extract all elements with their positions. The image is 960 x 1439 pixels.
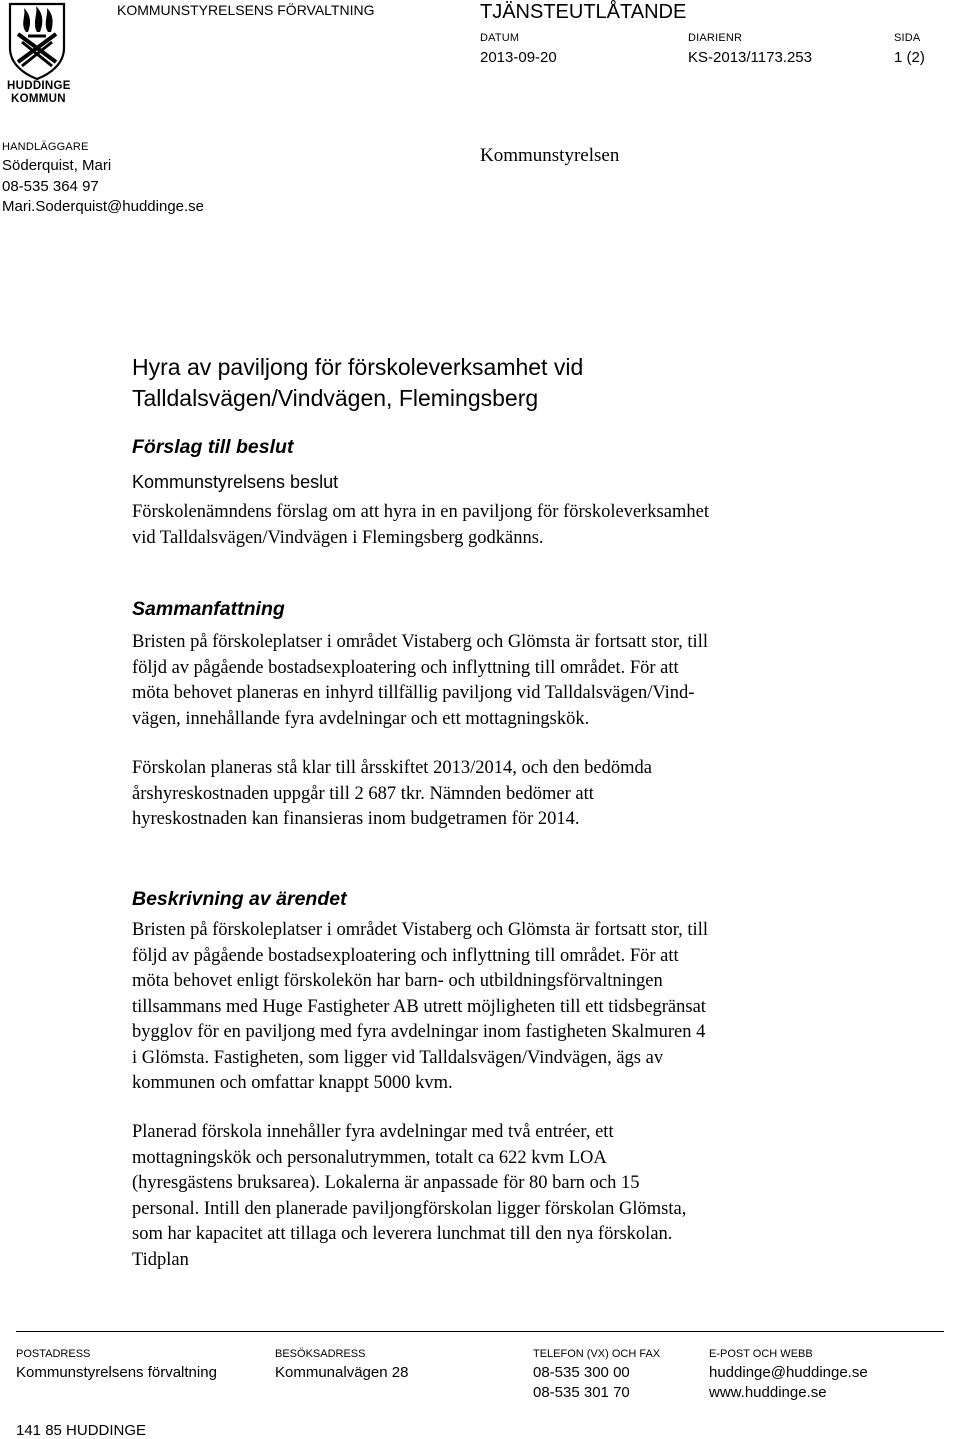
- text-line: Förskolenämndens förslag om att hyra in en paviljong för förskoleverksamhet: [132, 502, 709, 522]
- text-line: kommunen och omfattar knappt 5000 kvm.: [132, 1073, 453, 1093]
- handler-email: Mari.Soderquist@huddinge.se: [2, 198, 205, 215]
- footer-fax-value: 08-535 301 70: [533, 1384, 630, 1401]
- text-line: årshyreskostnaden uppgår till 2 687 tkr. Nämnden bedömer att: [132, 783, 594, 804]
- dnr-value: KS-2013/1173.253: [688, 49, 812, 66]
- beskrivning-para-1: [132, 918, 832, 1097]
- forslag-text: [132, 500, 832, 551]
- text-line: följd av pågående bostadsexploatering och inflyttning till området. För att: [132, 657, 679, 678]
- footer-phone-label: TELEFON (VX) OCH FAX: [533, 1348, 661, 1360]
- forslag-subheading: Kommunstyrelsens beslut: [132, 472, 339, 492]
- text-line: Förskolan planeras stå klar till årsskiftet 2013/2014, och den bedömda: [132, 758, 652, 778]
- doc-type: TJÄNSTEUTLÅTANDE: [480, 1, 687, 23]
- text-line: som har kapacitet att tillaga och leverera lunchmat till den nya förskolan.: [132, 1224, 673, 1244]
- sammanfattning-heading: Sammanfattning: [132, 598, 285, 620]
- text-line: Bristen på förskoleplatser i området Vistaberg och Glömsta är fortsatt stor, till: [132, 920, 708, 940]
- huddinge-logo: [4, 2, 70, 106]
- footer-divider: [16, 1331, 944, 1332]
- handler-phone: 08-535 364 97: [2, 178, 99, 195]
- footer-visit-label: BESÖKSADRESS: [275, 1348, 366, 1360]
- logo-text-1: HUDDINGE: [7, 80, 71, 92]
- beskrivning-heading: Beskrivning av ärendet: [132, 888, 347, 910]
- forslag-heading: Förslag till beslut: [132, 436, 294, 458]
- footer-post-label: POSTADRESS: [16, 1348, 91, 1360]
- text-line: Bristen på förskoleplatser i området Vistaberg och Glömsta är fortsatt stor, till: [132, 632, 708, 652]
- title-line: Talldalsvägen/Vindvägen, Flemingsberg: [132, 385, 539, 411]
- text-line: (hyresgästens bruksarea). Lokalerna är anpassade för 80 barn och 15: [132, 1173, 640, 1193]
- text-line: vid Talldalsvägen/Vindvägen i Flemingsberg godkänns.: [132, 527, 544, 548]
- handler-label: HANDLÄGGARE: [2, 141, 89, 153]
- org-name: KOMMUNSTYRELSENS FÖRVALTNING: [117, 2, 375, 18]
- page-value: 1 (2): [894, 49, 925, 66]
- footer-email-link[interactable]: huddinge@huddinge.se: [709, 1364, 868, 1381]
- text-line: följd av pågående bostadsexploatering och inflyttning till området. För att: [132, 945, 679, 966]
- date-value: 2013-09-20: [480, 49, 557, 66]
- logo-text-2: KOMMUN: [11, 93, 66, 105]
- recipient: Kommunstyrelsen: [480, 145, 620, 166]
- text-line: mottagningskök och personalutrymmen, totalt ca 622 kvm LOA: [132, 1147, 607, 1168]
- text-line: personal. Intill den planerade paviljongförskolan ligger förskolan Glömsta,: [132, 1198, 687, 1219]
- text-line: tillsammans med Huge Fastigheter AB utrett möjligheten till ett tidsbegränsat: [132, 996, 706, 1017]
- text-line: möta behovet enligt förskolekön har barn- och utbildningsförvaltningen: [132, 971, 663, 991]
- text-line: hyreskostnaden kan finansieras inom budgetramen för 2014.: [132, 809, 580, 829]
- footer-phone-value: 08-535 300 00: [533, 1364, 630, 1381]
- handler-name: Söderquist, Mari: [2, 157, 112, 174]
- text-line: möta behovet planeras en inhyrd tillfällig paviljong vid Talldalsvägen/Vind-: [132, 683, 695, 703]
- footer-web-link[interactable]: www.huddinge.se: [709, 1384, 827, 1401]
- sammanfattning-para-1: [132, 630, 832, 732]
- footer-post-value: Kommunstyrelsens förvaltning: [16, 1364, 217, 1381]
- text-line: bygglov för en paviljong med fyra avdelningar inom fastigheten Skalmuren 4: [132, 1022, 706, 1042]
- date-label: DATUM: [480, 32, 520, 44]
- dnr-label: DIARIENR: [688, 32, 743, 44]
- sammanfattning-para-2: [132, 756, 832, 833]
- page-label: SIDA: [894, 32, 921, 44]
- text-line: Tidplan: [132, 1249, 189, 1270]
- footer-web-label: E-POST OCH WEBB: [709, 1348, 813, 1360]
- footer-visit-value: Kommunalvägen 28: [275, 1364, 409, 1381]
- text-line: vägen, innehållande fyra avdelningar och ett mottagningskök.: [132, 708, 590, 729]
- footer-post-value-2: 141 85 HUDDINGE: [16, 1422, 147, 1439]
- text-line: Planerad förskola innehåller fyra avdelningar med två entréer, ett: [132, 1122, 614, 1142]
- title-line: Hyra av paviljong för förskoleverksamhet vid: [132, 354, 584, 380]
- document-title: [132, 352, 832, 414]
- beskrivning-para-2: [132, 1120, 832, 1273]
- crest-icon: [6, 2, 68, 80]
- text-line: i Glömsta. Fastigheten, som ligger vid Talldalsvägen/Vindvägen, ägs av: [132, 1047, 664, 1068]
